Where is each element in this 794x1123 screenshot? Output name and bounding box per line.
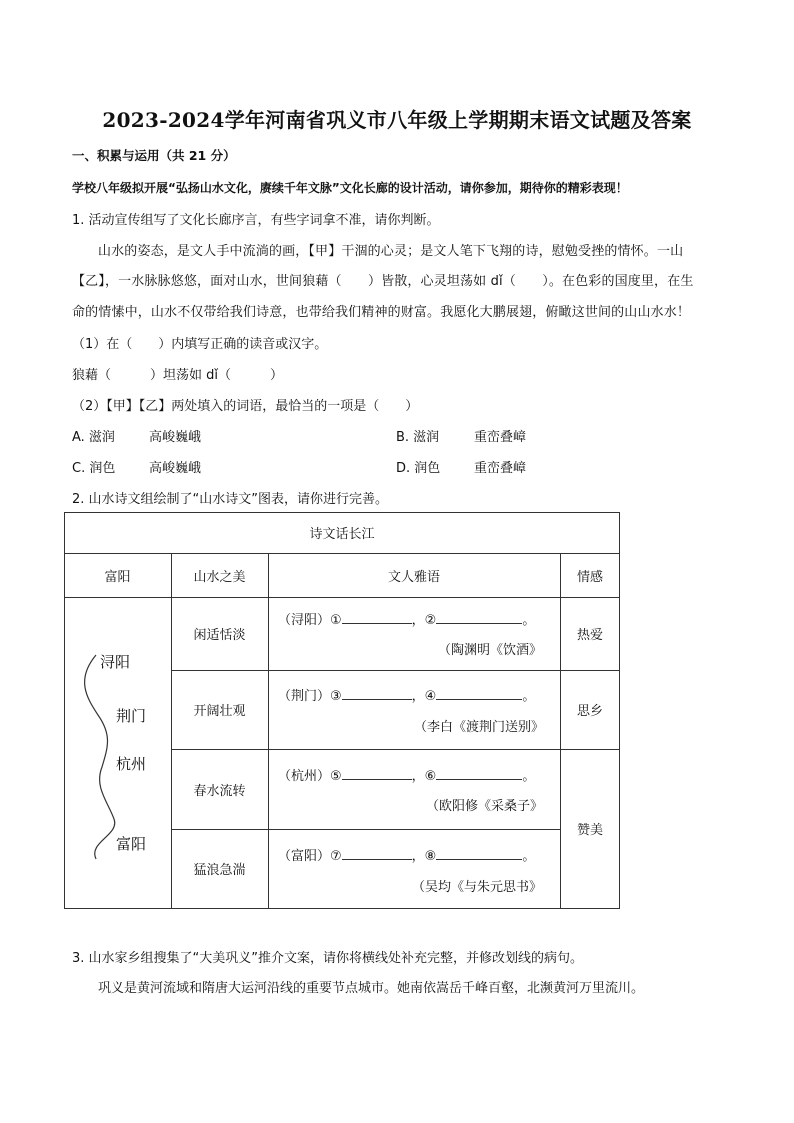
poetry-table [64, 512, 620, 909]
option-a-label: A. 滋润 [72, 430, 115, 445]
header-place: 富阳 [104, 569, 131, 585]
option-b-label: B. 滋润 [396, 430, 440, 445]
river-label-hangzhou: 杭州 [116, 755, 147, 773]
question-3-stem: 3. 山水家乡组搜集了“大美巩义”推介文案，请你将横线处补充完整，并修改划线的病句。 [72, 951, 584, 966]
quote-source: （欧阳修《采桑子》 [426, 799, 544, 814]
river-label-xunyang: 浔阳 [100, 653, 131, 671]
quote-line: （荆门）③ ，④ 。 [278, 689, 536, 704]
option-b-word: 重峦叠嶂 [474, 430, 527, 445]
question-2-stem: 2. 山水诗文组绘制了“山水诗文”图表，请你进行完善。 [72, 492, 389, 507]
preface-line-1: 山水的姿态，是文人手中流淌的画，【甲】干涸的心灵；是文人笔下飞翔的诗，慰勉受挫的情怀。一山 [98, 244, 684, 259]
emotion-cell-merged: 赞美 [576, 823, 603, 838]
river-label-fuyang: 富阳 [116, 835, 147, 853]
question-1-stem: 1. 活动宣传组写了文化长廊序言，有些字词拿不准，请你判断。 [72, 213, 440, 228]
option-d-label: D. 润色 [396, 461, 441, 476]
beauty-cell: 猛浪急湍 [193, 863, 246, 878]
question-1-sub-2: （2）【甲】【乙】两处填入的词语，最恰当的一项是（ ） [72, 399, 419, 414]
quote-line: （杭州）⑤ ，⑥ 。 [278, 769, 536, 784]
activity-intro: 学校八年级拟开展“弘扬山水文化，赓续千年文脉”文化长廊的设计活动，请你参加，期待你的精彩表现！ [72, 181, 628, 195]
beauty-cell: 开阔壮观 [193, 704, 246, 719]
quote-source: （李白《渡荆门送别》 [414, 720, 545, 735]
river-label-jingmen: 荆门 [116, 707, 147, 725]
header-beauty: 山水之美 [193, 569, 246, 585]
preface-line-2: 【乙】，一水脉脉悠悠，面对山水，世间狼藉（ ）皆散，心灵坦荡如 dǐ（ ）。在色彩的国度里，在生 [72, 274, 694, 289]
question-1-sub-1-blanks: 狼藉（ ）坦荡如 dǐ（ ） [72, 368, 283, 383]
quote-line: （浔阳）① ，② 。 [278, 613, 536, 628]
question-3-passage: 巩义是黄河流域和隋唐大运河沿线的重要节点城市。她南依嵩岳千峰百壑，北濒黄河万里流川。 [98, 981, 645, 996]
header-quotes: 文人雅语 [387, 569, 440, 585]
option-c-word: 高峻巍峨 [149, 461, 202, 476]
beauty-cell: 闲适恬淡 [193, 628, 246, 643]
beauty-cell: 春水流转 [193, 783, 246, 799]
option-c-label: C. 润色 [72, 461, 116, 476]
question-1-sub-1: （1）在（ ）内填写正确的读音或汉字。 [72, 337, 328, 352]
option-d-word: 重峦叠嶂 [474, 461, 527, 476]
quote-line: （富阳）⑦ ，⑧ 。 [278, 849, 536, 864]
emotion-cell: 热爱 [576, 628, 603, 643]
emotion-cell: 思乡 [576, 704, 603, 719]
page-title: 2023-2024学年河南省巩义市八年级上学期期末语文试题及答案 [102, 108, 692, 132]
quote-source: （陶渊明《饮酒》 [438, 643, 543, 658]
header-emotion: 情感 [576, 569, 603, 585]
preface-line-3: 命的情愫中，山水不仅带给我们诗意，也带给我们精神的财富。我愿化大鹏展翅，俯瞰这世间的山山水水！ [72, 305, 691, 320]
table-title: 诗文话长江 [309, 527, 375, 542]
quote-source: （吴均《与朱元思书》 [412, 880, 543, 895]
option-a-word: 高峻巍峨 [149, 430, 202, 445]
section-heading: 一、积累与运用（共 21 分） [72, 148, 236, 163]
